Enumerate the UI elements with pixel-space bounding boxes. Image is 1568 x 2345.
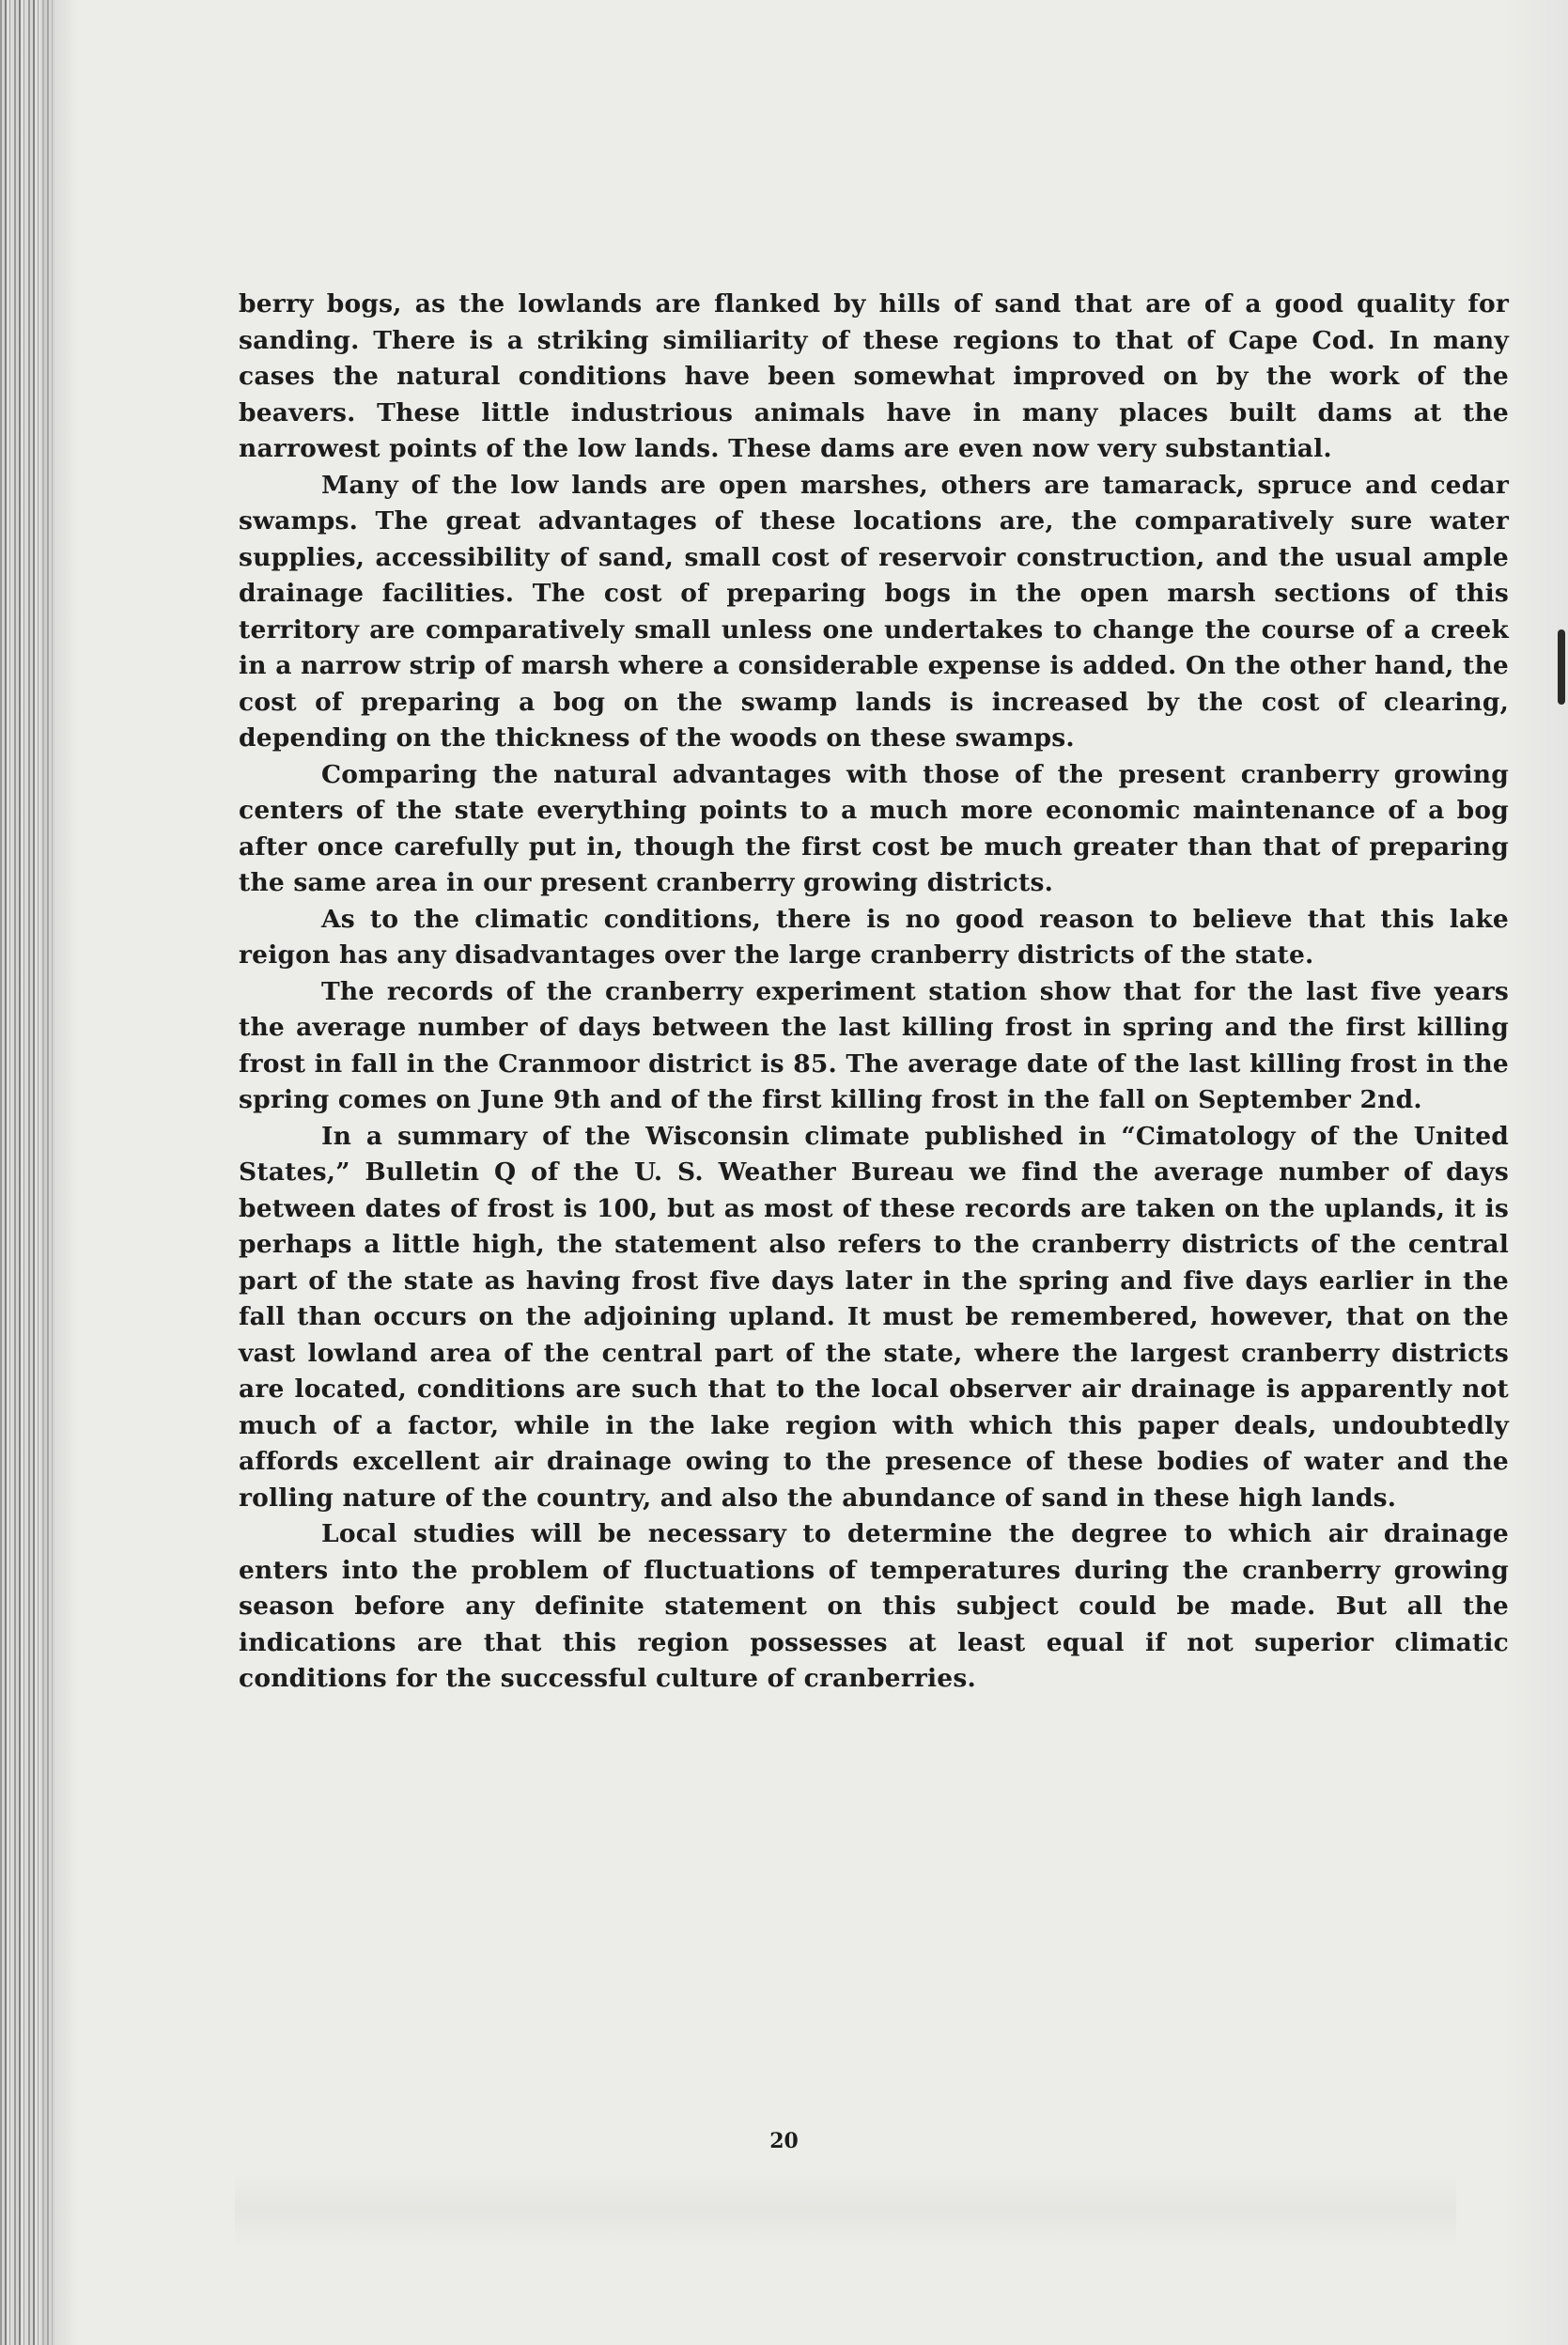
body-text	[239, 287, 1509, 1698]
page-edge-mark	[1558, 629, 1565, 705]
paragraph-7: Local studies will be necessary to determine the degree to which air drainage enters into the problem of fluctuations of temperatures during the cranberry growing season before any definite statement on this subject could be made. But all the indications are that this region possesses at least equal if not superior climatic conditions for the successful culture of cranberries.	[239, 1519, 1509, 1693]
spine-shadow	[41, 0, 79, 2345]
paragraph-1: berry bogs, as the lowlands are flanked by hills of sand that are of a good quality for sanding. There is a striking similiarity of these regions to that of Cape Cod. In many cases the natural conditions have been somewhat improved on by the work of the beavers. These little industrious animals have in many places built dams at the narrowest points of the low lands. These dams are even now very substantial.	[239, 289, 1509, 463]
paragraph-6: In a summary of the Wisconsin climate published in “Cimatology of the United States,” Bulletin Q of the U. S. Weather Bureau we find the average number of days between dates of frost is 100, but as most of these records are taken on the uplands, it is perhaps a little high, the statement also refers to the cranberry districts of the central part of the state as having frost five days later in the spring and five days earlier in the fall than occurs on the adjoining upland. It must be remembered, however, that on the vast lowland area of the central part of the state, where the largest cranberry districts are located, conditions are such that to the local observer air drainage is apparently not much of a factor, while in the lake region with which this paper deals, undoubtedly affords excellent air drainage owing to the presence of these bodies of water and the rolling nature of the country, and also the abundance of sand in these high lands.	[239, 1121, 1509, 1513]
bleed-through-shadow	[235, 2172, 1456, 2247]
paragraph-4: As to the climatic conditions, there is no good reason to believe that this lake reigon has any disadvantages over the large cranberry districts of the state.	[239, 904, 1509, 970]
page-number: 20	[769, 2129, 799, 2153]
paragraph-3: Comparing the natural advantages with those of the present cranberry growing centers of the state everything points to a much more economic maintenance of a bog after once carefully put in, though the first cost be much greater than that of preparing the same area in our present cranberry growing districts.	[239, 759, 1509, 897]
paragraph-2: Many of the low lands are open marshes, others are tamarack, spruce and cedar swamps. The great advantages of these locations are, the comparatively sure water supplies, accessibility of sand, small cost of reservoir construction, and the usual ample drainage facilities. The cost of preparing bogs in the open marsh sections of this territory are comparatively small unless one undertakes to change the course of a creek in a narrow strip of marsh where a considerable expense is added. On the other hand, the cost of preparing a bog on the swamp lands is increased by the cost of clearing, depending on the thickness of the woods on these swamps.	[239, 470, 1509, 753]
paragraph-5: The records of the cranberry experiment station show that for the last five years the average number of days between the last killing frost in spring and the first killing frost in fall in the Cranmoor district is 85. The average date of the last killing frost in the spring comes on June 9th and of the first killing frost in the fall on September 2nd.	[239, 976, 1509, 1114]
